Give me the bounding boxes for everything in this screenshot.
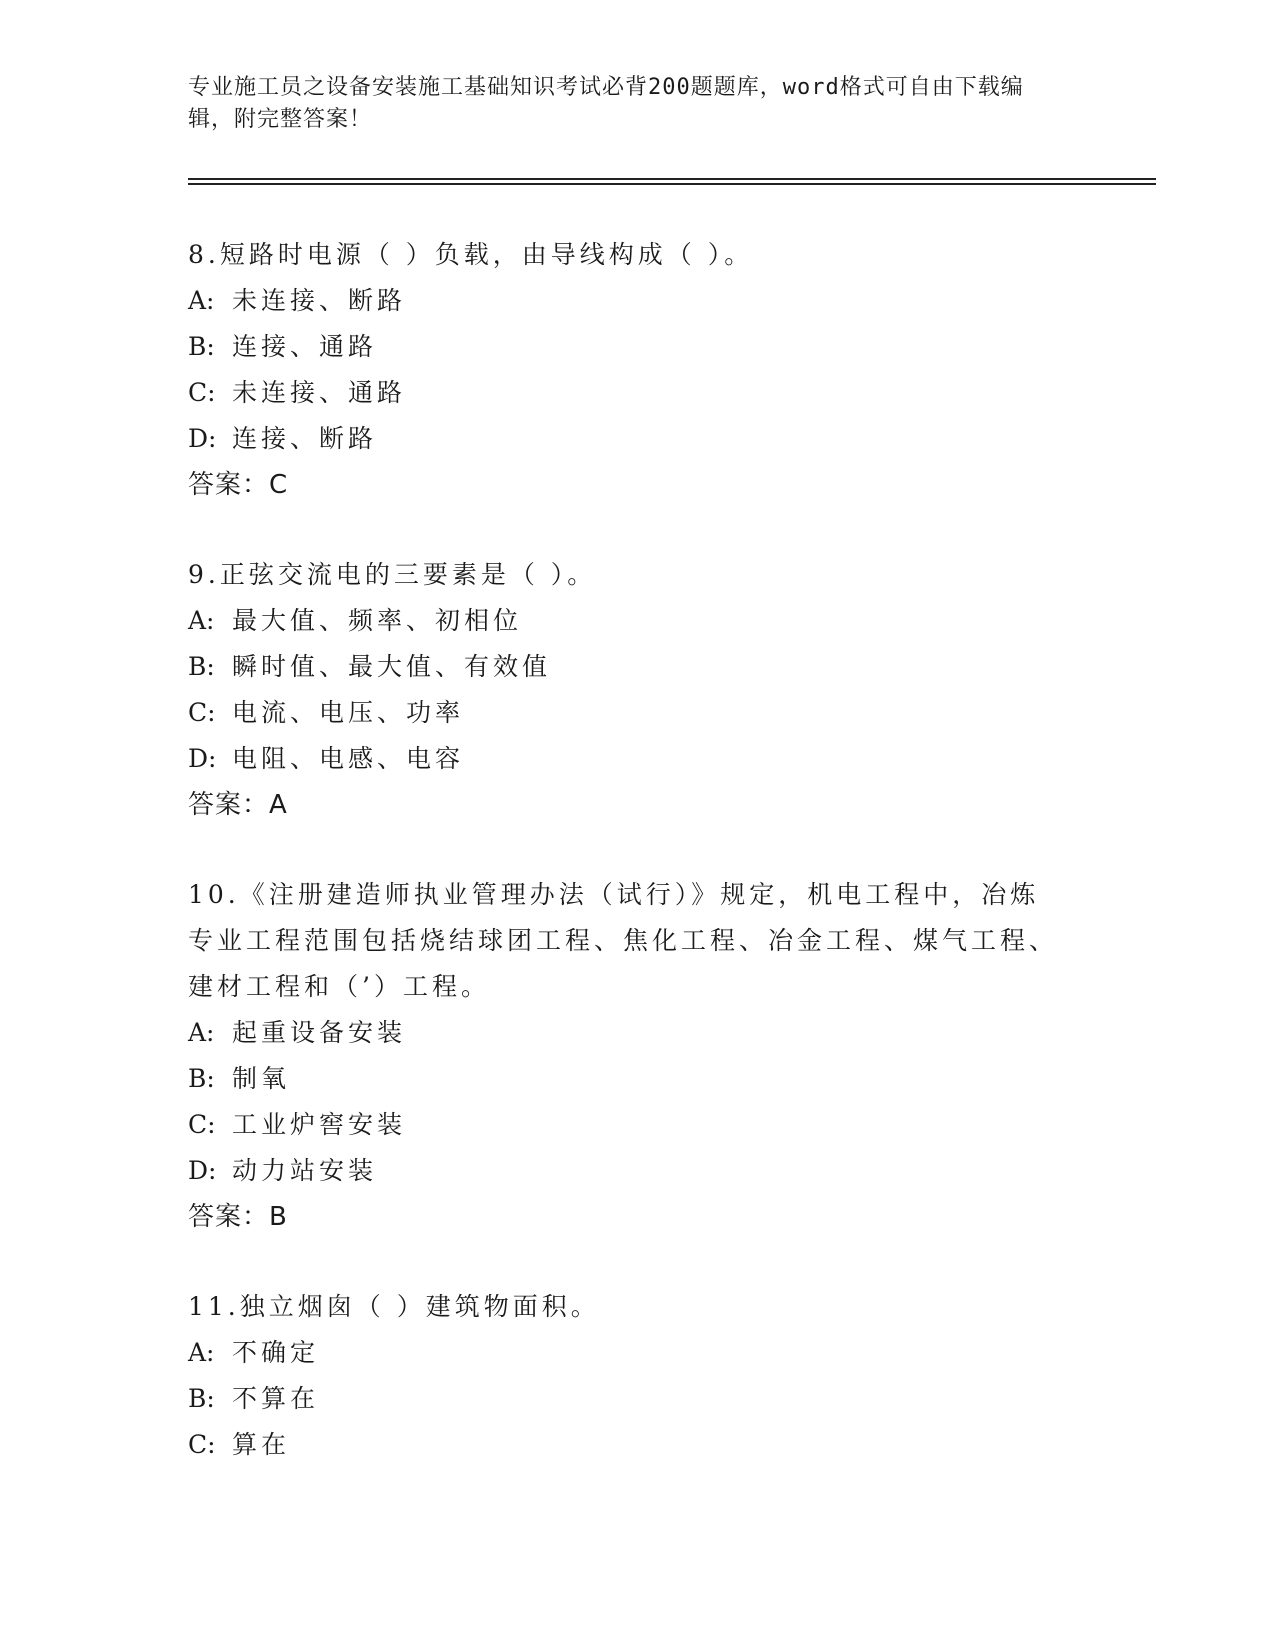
option-d <box>188 1148 1068 1194</box>
option-text: 不算在 <box>232 1384 320 1413</box>
answer-line: 答案：A <box>188 790 288 820</box>
option-letter: B: <box>188 332 215 361</box>
option-letter: C: <box>188 378 216 407</box>
option-c <box>188 1102 1068 1148</box>
option-letter: C: <box>188 698 216 727</box>
option-text: 连接、断路 <box>232 424 378 453</box>
option-text: 未连接、通路 <box>232 378 407 407</box>
option-text: 动力站安装 <box>232 1156 378 1185</box>
option-text: 瞬时值、最大值、有效值 <box>232 652 552 681</box>
option-text: 制氧 <box>232 1064 291 1093</box>
option-letter: B: <box>188 1064 215 1093</box>
option-text: 起重设备安装 <box>232 1018 407 1047</box>
option-a <box>188 1010 1068 1056</box>
header-divider-bottom <box>188 183 1156 185</box>
question-8 <box>188 232 1068 508</box>
question-stem: 11.独立烟囱（ ）建筑物面积。 <box>188 1292 600 1321</box>
option-d <box>188 416 1068 462</box>
option-b <box>188 644 1068 690</box>
option-letter: A: <box>188 1338 215 1367</box>
option-letter: A: <box>188 1018 215 1047</box>
question-stem: 9.正弦交流电的三要素是（ ）。 <box>188 560 597 589</box>
option-letter: B: <box>188 652 215 681</box>
question-10 <box>188 872 1068 1240</box>
question-9 <box>188 552 1068 828</box>
question-stem: 10.《注册建造师执业管理办法（试行）》规定，机电工程中，冶炼专业工程范围包括烧结球团工程、焦化工程、冶金工程、煤气工程、建材工程和（’）工程。 <box>188 880 1059 1001</box>
option-text: 电流、电压、功率 <box>232 698 465 727</box>
option-text: 不确定 <box>232 1338 320 1367</box>
question-list <box>188 232 1068 1512</box>
option-c <box>188 690 1068 736</box>
document-title: 专业施工员之设备安装施工基础知识考试必背200题题库，word格式可自由下载编辑，附完整答案！ <box>188 75 1024 132</box>
option-c <box>188 1422 1068 1468</box>
option-text: 未连接、断路 <box>232 286 407 315</box>
option-text: 电阻、电感、电容 <box>232 744 465 773</box>
option-b <box>188 1376 1068 1422</box>
option-b <box>188 1056 1068 1102</box>
answer-line: 答案：C <box>188 470 289 500</box>
option-a <box>188 1330 1068 1376</box>
option-letter: C: <box>188 1110 216 1139</box>
option-text: 算在 <box>232 1430 291 1459</box>
question-11 <box>188 1284 1068 1468</box>
option-a <box>188 278 1068 324</box>
option-b <box>188 324 1068 370</box>
option-letter: D: <box>188 744 217 773</box>
answer-line: 答案：B <box>188 1202 288 1232</box>
option-letter: A: <box>188 606 215 635</box>
option-text: 最大值、频率、初相位 <box>232 606 523 635</box>
option-letter: C: <box>188 1430 216 1459</box>
option-a <box>188 598 1068 644</box>
document-header <box>188 72 1068 136</box>
option-text: 工业炉窖安装 <box>232 1110 407 1139</box>
option-c <box>188 370 1068 416</box>
question-stem: 8.短路时电源（ ）负载，由导线构成（ ）。 <box>188 240 754 269</box>
option-letter: D: <box>188 424 217 453</box>
option-letter: A: <box>188 286 215 315</box>
option-text: 连接、通路 <box>232 332 378 361</box>
option-d <box>188 736 1068 782</box>
header-divider-top <box>188 178 1156 180</box>
option-letter: B: <box>188 1384 215 1413</box>
option-letter: D: <box>188 1156 217 1185</box>
